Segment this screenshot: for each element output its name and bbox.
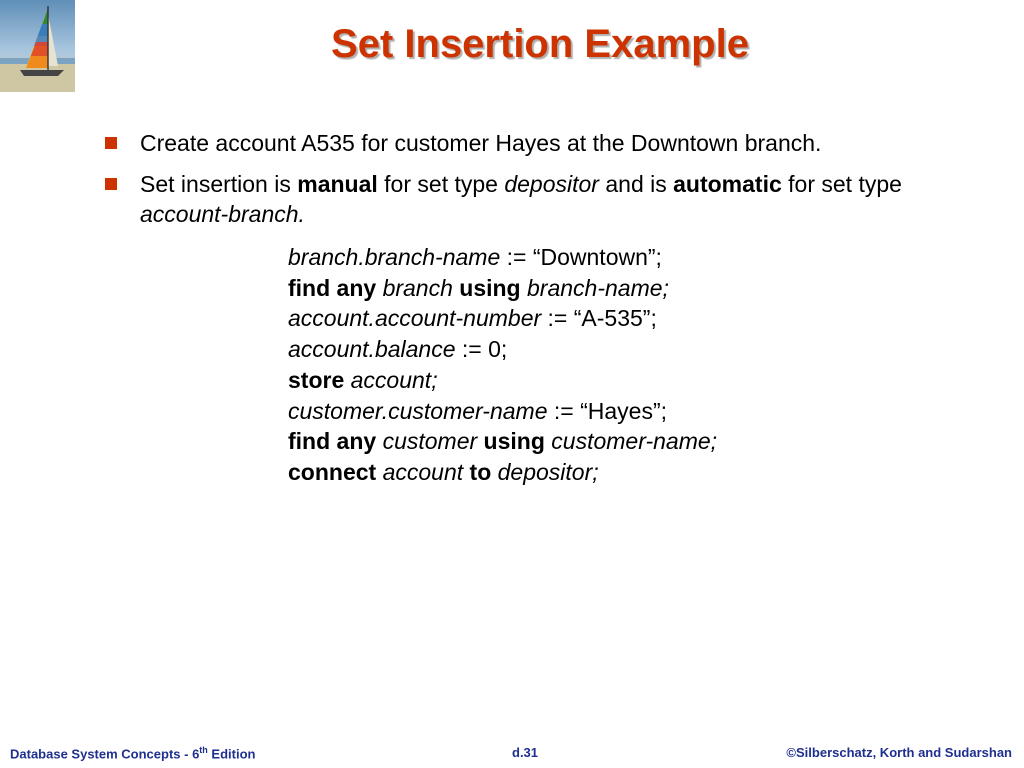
identifier-text: branch.branch-name (288, 244, 501, 270)
plain-text: for set type (781, 171, 902, 197)
bullet-item (104, 169, 964, 229)
footer-book-title-main: Database System Concepts - 6 (10, 746, 200, 762)
identifier-text: branch (382, 274, 453, 301)
plain-text: := “Downtown”; (500, 244, 662, 270)
footer-edition-ordinal: th (199, 745, 208, 755)
identifier-text: account-branch. (140, 201, 305, 227)
footer-edition-word: Edition (207, 746, 256, 762)
plain-text: for set type (377, 171, 505, 197)
identifier-text: account (382, 458, 464, 485)
sailboat-logo-icon (0, 0, 75, 92)
code-line (288, 457, 717, 488)
identifier-text: customer.customer-name (288, 397, 548, 424)
code-block (288, 242, 717, 488)
identifier-text: account.balance (288, 336, 456, 363)
footer-page-number: d.31 (512, 745, 539, 760)
code-line (288, 396, 717, 427)
footer-book-title (10, 745, 255, 761)
slide-title: Set Insertion Example (331, 22, 749, 66)
bullet-item (104, 128, 964, 158)
identifier-text: depositor; (497, 458, 599, 485)
keyword-text: find any (288, 274, 377, 301)
footer-copyright: ©Silberschatz, Korth and Sudarshan (786, 745, 1012, 760)
keyword-text: connect (288, 458, 377, 485)
bullet-list (104, 128, 964, 240)
code-line (288, 273, 717, 304)
plain-text: and is (598, 171, 674, 197)
code-line (288, 242, 717, 273)
code-line (288, 303, 717, 334)
keyword-text: using (459, 274, 521, 301)
plain-text: := “Hayes”; (547, 397, 667, 424)
plain-text: Set insertion is (140, 171, 298, 197)
code-line (288, 334, 717, 365)
identifier-text: depositor (504, 171, 599, 197)
square-bullet-icon (105, 178, 117, 190)
keyword-text: to (469, 458, 492, 485)
keyword-text: automatic (673, 171, 782, 197)
identifier-text: branch-name; (527, 274, 669, 301)
plain-text: Create account A535 for customer Hayes at the Downtown branch. (140, 130, 822, 156)
code-line (288, 426, 717, 457)
keyword-text: manual (297, 171, 378, 197)
keyword-text: using (483, 428, 545, 455)
identifier-text: customer (382, 428, 478, 455)
keyword-text: find any (288, 428, 377, 455)
code-line (288, 365, 717, 396)
square-bullet-icon (105, 137, 117, 149)
plain-text: := 0; (455, 336, 508, 363)
identifier-text: account; (350, 366, 438, 393)
plain-text: := “A-535”; (541, 305, 657, 332)
keyword-text: store (288, 366, 345, 393)
identifier-text: account.account-number (288, 305, 542, 332)
identifier-text: customer-name; (551, 428, 718, 455)
